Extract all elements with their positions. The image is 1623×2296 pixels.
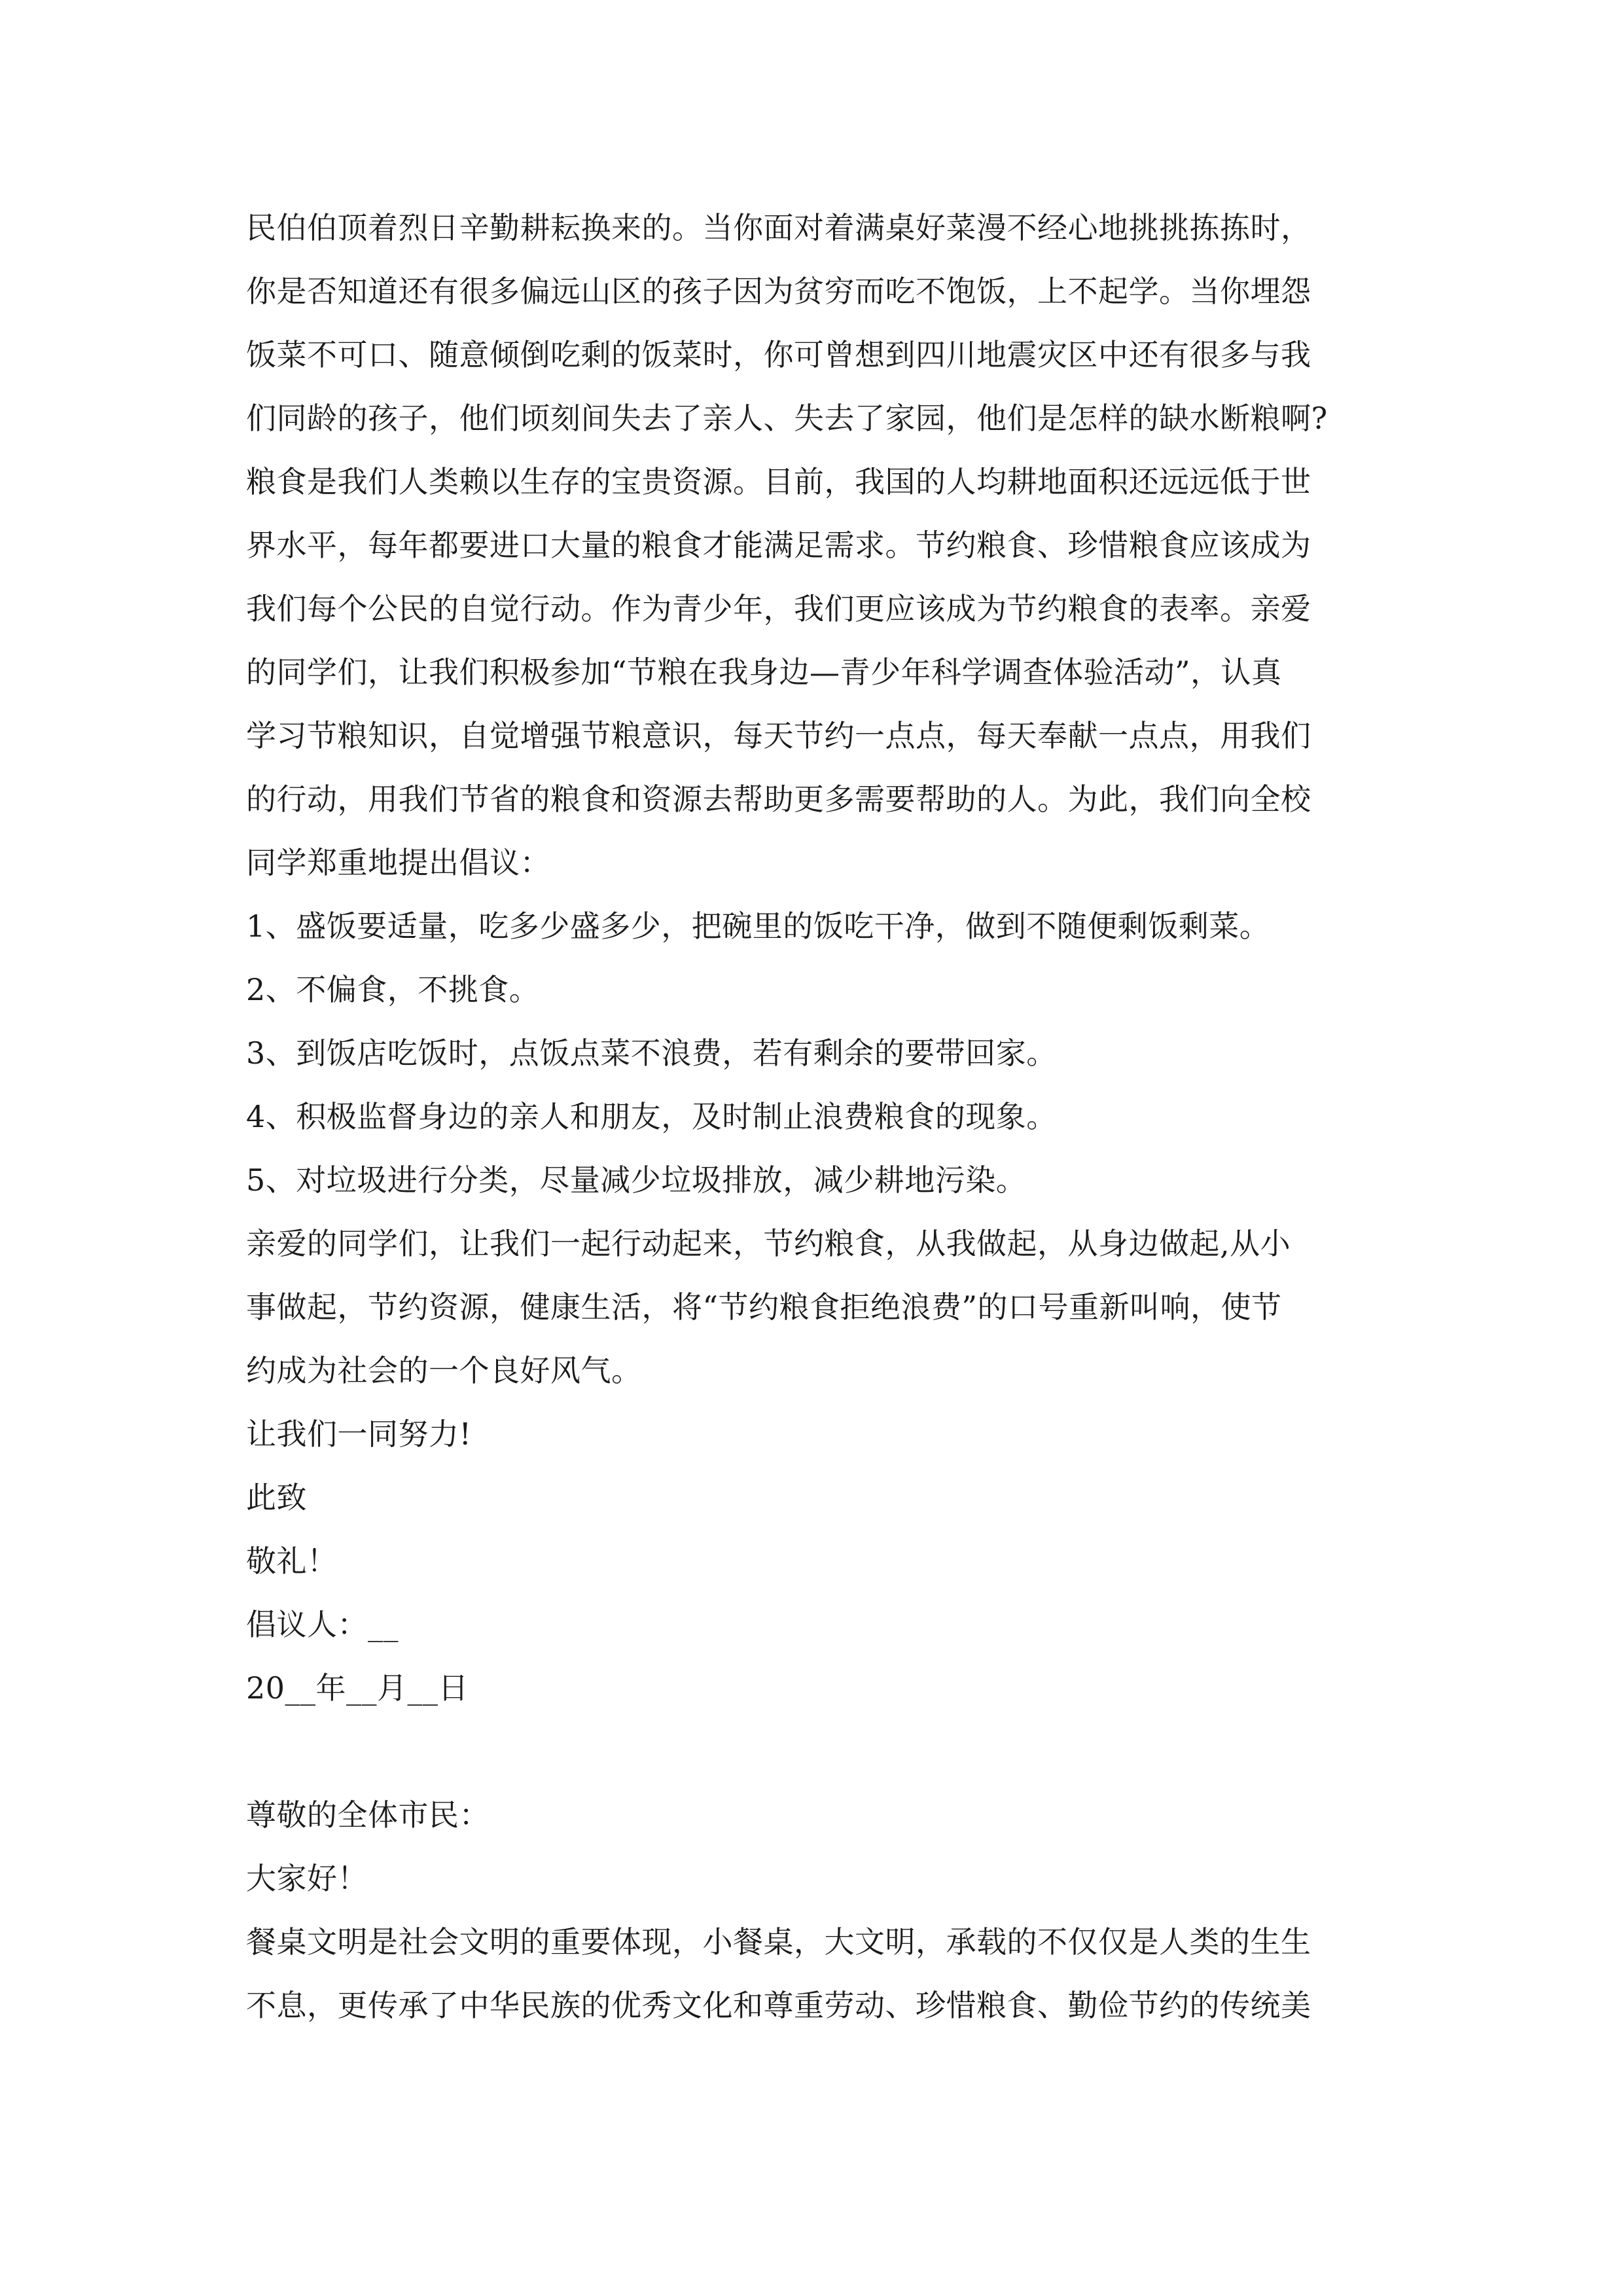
paragraph-line: 们同龄的孩子，他们顷刻间失去了亲人、失去了家园，他们是怎样的缺水断粮啊? [246, 401, 1328, 436]
proposal-item: 2、不偏食，不挑食。 [246, 972, 540, 1007]
paragraph-line: 的同学们，让我们积极参加“节粮在我身边—青少年科学调查体验活动”，认真 [246, 655, 1282, 690]
proposal-item: 1、盛饭要适量，吃多少盛多少，把碗里的饭吃干净，做到不随便剩饭剩菜。 [246, 908, 1270, 944]
salutation-ci-zhi: 此致 [246, 1480, 307, 1515]
closing-line: 事做起，节约资源，健康生活，将“节约粮食拒绝浪费”的口号重新叫响，使节 [246, 1289, 1282, 1325]
section-gap [246, 1720, 1382, 1784]
paragraph-line: 我们每个公民的自觉行动。作为青少年，我们更应该成为节约粮食的表率。亲爱 [246, 591, 1311, 626]
paragraph-line: 学习节粮知识，自觉增强节粮意识，每天节约一点点，每天奉献一点点，用我们 [246, 718, 1311, 753]
paragraph-line: 饭菜不可口、随意倾倒吃剩的饭菜时，你可曾想到四川地震灾区中还有很多与我 [246, 337, 1311, 372]
signer-line: 倡议人：__ [246, 1607, 399, 1642]
paragraph-line: 界水平，每年都要进口大量的粮食才能满足需求。节约粮食、珍惜粮食应该成为 [246, 528, 1311, 563]
paragraph-line: 同学郑重地提出倡议： [246, 845, 550, 880]
paragraph-line: 的行动，用我们节省的粮食和资源去帮助更多需要帮助的人。为此，我们向全校 [246, 781, 1311, 817]
paragraph-line: 民伯伯顶着烈日辛勤耕耘换来的。当你面对着满桌好菜漫不经心地挑挑拣拣时， [246, 210, 1311, 245]
hello-line: 大家好！ [246, 1861, 368, 1896]
paragraph-line: 餐桌文明是社会文明的重要体现，小餐桌，大文明，承载的不仅仅是人类的生生 [246, 1924, 1311, 1960]
closing-line: 约成为社会的一个良好风气。 [246, 1353, 642, 1388]
proposal-item: 4、积极监督身边的亲人和朋友，及时制止浪费粮食的现象。 [246, 1099, 1057, 1134]
slogan: 让我们一同努力! [246, 1416, 472, 1452]
closing-line: 亲爱的同学们，让我们一起行动起来，节约粮食，从我做起，从身边做起,从小 [246, 1226, 1291, 1261]
greeting: 尊敬的全体市民： [246, 1797, 490, 1833]
paragraph-line: 粮食是我们人类赖以生存的宝贵资源。目前，我国的人均耕地面积还远远低于世 [246, 464, 1311, 499]
paragraph-line: 你是否知道还有很多偏远山区的孩子因为贫穷而吃不饱饭，上不起学。当你埋怨 [246, 274, 1311, 309]
date-line: 20__年__月__日 [246, 1670, 469, 1706]
proposal-item: 5、对垃圾进行分类，尽量减少垃圾排放，减少耕地污染。 [246, 1162, 1027, 1198]
document-body [246, 196, 1382, 2037]
proposal-item: 3、到饭店吃饭时，点饭点菜不浪费，若有剩余的要带回家。 [246, 1035, 1057, 1071]
salutation-jing-li: 敬礼！ [246, 1543, 338, 1579]
paragraph-line: 不息，更传承了中华民族的优秀文化和尊重劳动、珍惜粮食、勤俭节约的传统美 [246, 1988, 1311, 2023]
